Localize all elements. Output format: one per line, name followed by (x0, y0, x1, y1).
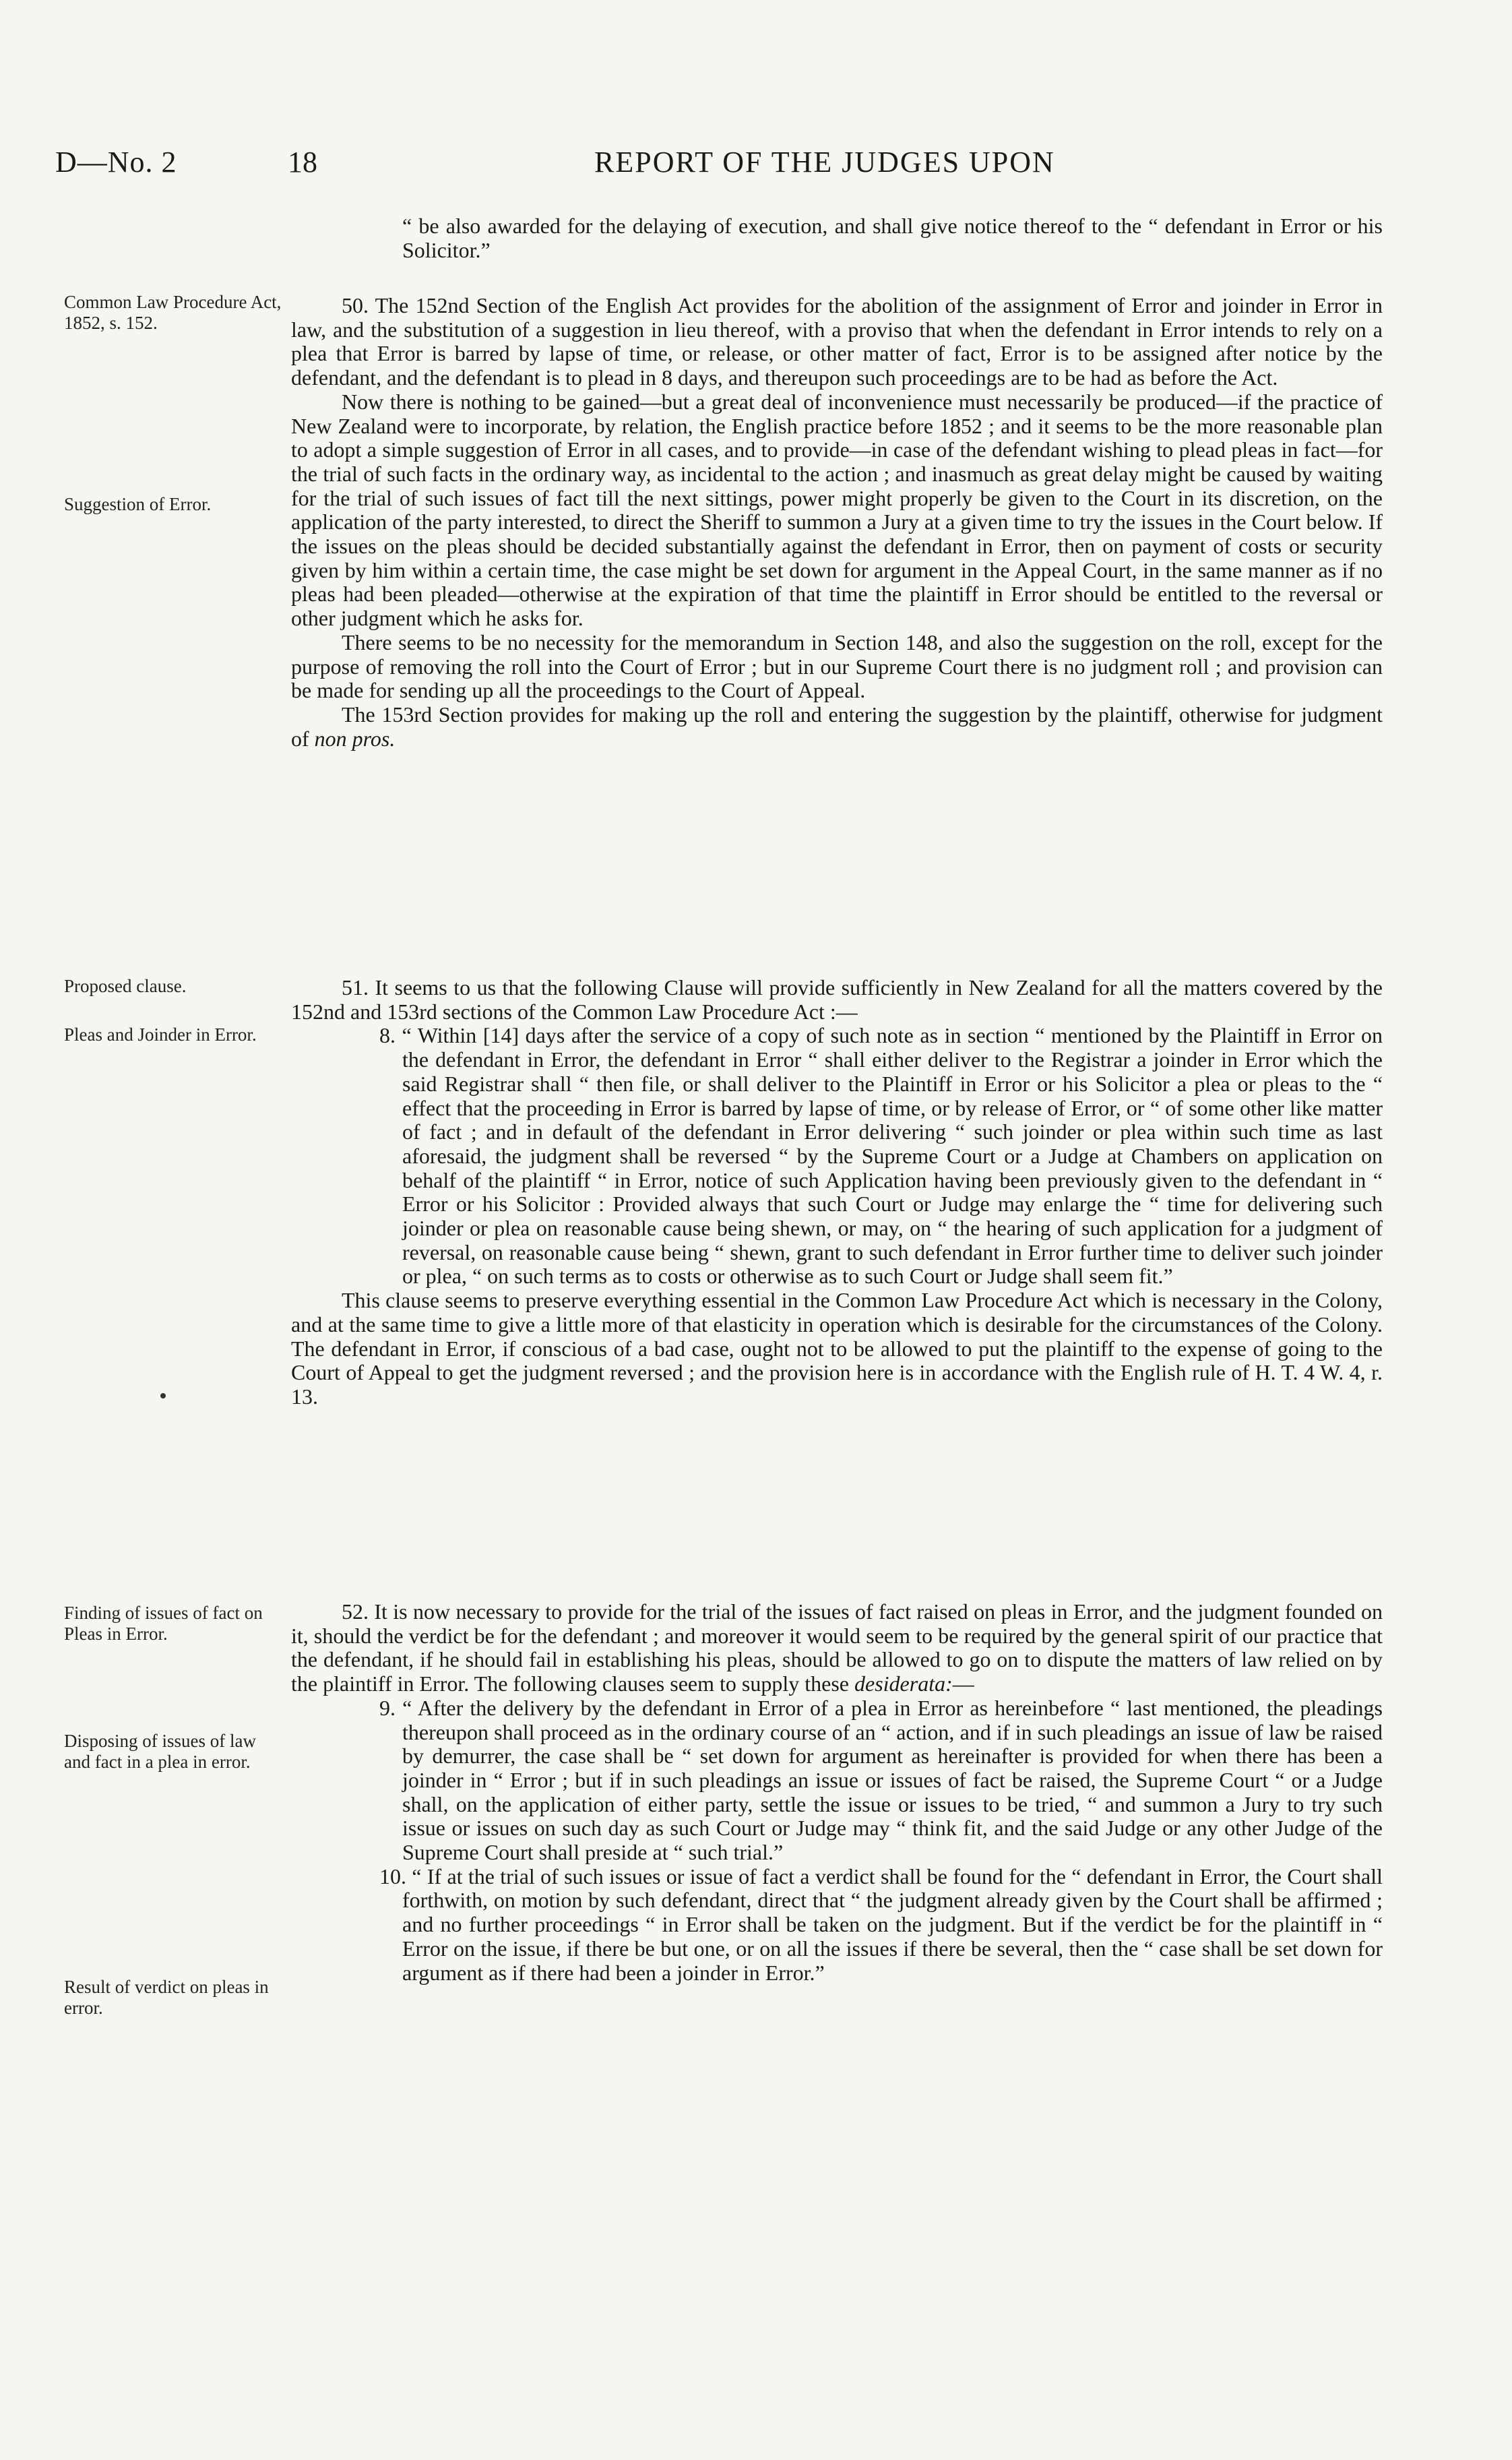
stray-mark (160, 1393, 166, 1398)
intro-quote: “ be also awarded for the delaying of execution, and shall give notice thereof to the “ defendant in Error or his Solicitor.” (402, 214, 1383, 262)
margin-note-common-law: Common Law Procedure Act, 1852, s. 152. (64, 292, 282, 333)
page-number: 18 (288, 146, 317, 179)
running-title: REPORT OF THE JUDGES UPON (594, 146, 1055, 179)
paragraph-50d: The 153rd Section provides for making up the roll and entering the suggestion by the plaintiff, otherwise for judgment of non pros. (291, 702, 1383, 751)
margin-note-finding-issues: Finding of issues of fact on Pleas in Error. (64, 1603, 263, 1644)
margin-note-result-verdict: Result of verdict on pleas in error. (64, 1977, 269, 2018)
clause-9: 9. “ After the delivery by the defendant in Error of a plea in Error as hereinbefore “ last mentioned, the pleadings thereupon shall proceed as in the ordinary course of an “ action, and if in such pleadings an issue of law be raised by demurrer, the case shall be “ set down for argument as hereinafter is provided for when there has been a joinder in “ Error ; but if in such pleadings an issue or issues of fact be raised, the Supreme Court “ or a Judge shall, on the application of either party, settle the issue or issues to be tried, “ and summon a Jury to try such issue or issues on such day as such Court or Judge may “ think fit, and the said Judge or any other Judge of the Supreme Court shall preside at “ such trial.” (379, 1695, 1383, 1865)
page-header (55, 145, 1403, 185)
clause-10: 10. “ If at the trial of such issues or issue of fact a verdict shall be found for the “ defendant in Error, the Court shall forthwith, on motion by such defendant, direct that “ the judgment already given by the Court shall be affirmed ; and no further proceedings “ in Error shall be taken on the judgment. But if the verdict be for the plaintiff in “ Error on the issue, if there be but one, or on all the issues if there be several, then the “ case shall be set down for argument as if there had been a joinder in Error.” (379, 1864, 1383, 1985)
section-50 (291, 294, 1383, 751)
document-reference: D—No. 2 (55, 146, 177, 179)
margin-note-pleas-joinder: Pleas and Joinder in Error. (64, 1024, 257, 1045)
section-52 (291, 1600, 1383, 1985)
clause-8: 8. “ Within [14] days after the service of a copy of such note as in section “ mentioned by the Plaintiff in Error on the defendant in Error, the defendant in Error “ shall either deliver to the Registrar a joinder in Error which the said Registrar shall “ then file, or shall deliver to the Plaintiff in Error or his Solicitor a plea or pleas to the “ effect that the proceeding in Error is barred by lapse of time, or by release of Error, or “ of some other like matter of fact ; and in default of the defendant in Error delivering “ such joinder or plea within such time as last aforesaid, the judgment shall be reversed “ by the Supreme Court or a Judge at Chambers on application on behalf of the plaintiff “ in Error, notice of such Application having been previously given to the defendant in “ Error or his Solicitor : Provided always that such Court or Judge may enlarge the “ time for delivering such joinder or plea on reasonable cause being shewn, or may, on “ the hearing of such application for a judgment of reversal, on reasonable cause being “ shewn, grant to such defendant in Error further time to deliver such joinder or plea, “ on such terms as to costs or otherwise as to such Court or Judge shall seem fit.” (379, 1023, 1383, 1289)
paragraph-51a: 51. It seems to us that the following Clause will provide sufficiently in New Zealand for all the matters covered by the 152nd and 153rd sections of the Common Law Procedure Act :— (291, 975, 1383, 1024)
paragraph-51b: This clause seems to preserve everything essential in the Common Law Procedure Act which is necessary in the Colony, and at the same time to give a little more of that elasticity in operation which is desirable for the circumstances of the Colony. The defendant in Error, if conscious of a bad case, ought not to be allowed to put the plaintiff to the expense of going to the Court of Appeal to get the judgment reversed ; and the provision here is in accordance with the English rule of H. T. 4 W. 4, r. 13. (291, 1288, 1383, 1409)
intro-quote-block (291, 214, 1383, 262)
paragraph-52: 52. It is now necessary to provide for the trial of the issues of fact raised on pleas in Error, and the judgment founded on it, should the verdict be for the defendant ; and moreover it would seem to be required by the general spirit of our practice that the defendant, if he should fail in establishing his pleas, should be allowed to go on to dispute the matters of law relied on by the plaintiff in Error. The following clauses seem to supply these desiderata:— (291, 1599, 1383, 1696)
paragraph-50b: Now there is nothing to be gained—but a great deal of inconvenience must necessarily be produced—if the practice of New Zealand were to incorporate, by relation, the English practice before 1852 ; and it seems to be the more reasonable plan to adopt a simple suggestion of Error in all cases, and to provide—in case of the defendant wishing to plead pleas in fact—for the trial of such facts in the ordinary way, as incidental to the action ; and inasmuch as great delay might be caused by waiting for the trial of such issues of fact till the next sittings, power might properly be given to the Court in its discretion, on the application of the party interested, to direct the Sheriff to summon a Jury at a given time to try the issues in the Court below. If the issues on the pleas should be decided substantially against the defendant in Error, then on payment of costs or security given by him within a certain time, the case might be set down for argument in the Appeal Court, in the same manner as if no pleas had been pleaded—otherwise at the expiration of that time the plaintiff in Error should be entitled to the reversal or other judgment which he asks for. (291, 389, 1383, 631)
margin-note-proposed-clause: Proposed clause. (64, 976, 187, 996)
margin-note-suggestion: Suggestion of Error. (64, 494, 212, 514)
paragraph-50c: There seems to be no necessity for the memorandum in Section 148, and also the suggestion on the roll, except for the purpose of removing the roll into the Court of Error ; but in our Supreme Court there is no judgment roll ; and provision can be made for sending up all the proceedings to the Court of Appeal. (291, 629, 1383, 703)
margin-note-disposing-issues: Disposing of issues of law and fact in a plea in error. (64, 1731, 256, 1772)
section-51 (291, 976, 1383, 1409)
paragraph-50a: 50. The 152nd Section of the English Act provides for the abolition of the assignment of Error and joinder in Error in law, and the substitution of a suggestion in lieu thereof, with a proviso that when the defendant in Error intends to rely on a plea that Error is barred by lapse of time, or release, or other matter of fact, Error is to be assigned after notice by the defendant, and the defendant is to plead in 8 days, and thereupon such proceedings are to be had as before the Act. (291, 293, 1383, 390)
